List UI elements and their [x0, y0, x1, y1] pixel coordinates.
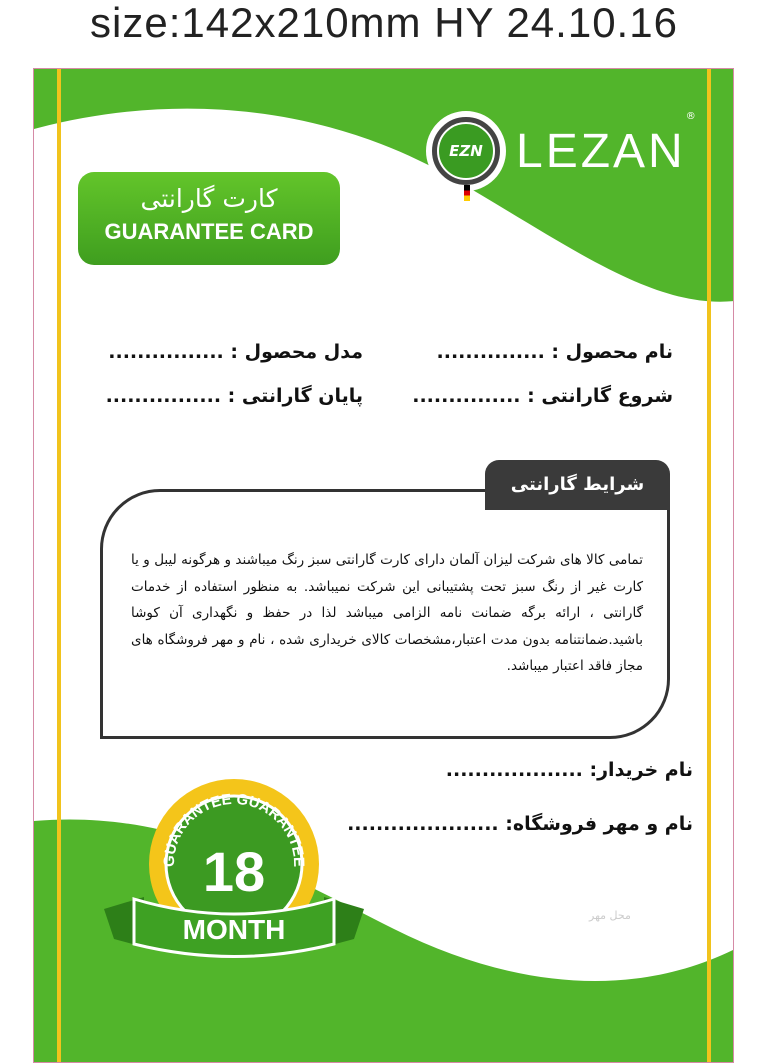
seal-ring-text: GUARANTEE GUARANTEE [160, 790, 308, 868]
registered-mark: ® [685, 111, 696, 122]
seal-unit: MONTH [182, 914, 286, 945]
terms-body: تمامی کالا های شرکت لیزان آلمان دارای کارت گارانتی سبز رنگ میباشند و هرگونه لیبل و یا کارت غیر از رنگ سبز تحت پشتیبانی این شرکت نمیباشد. به منظور استفاده از خدمات گارانتی ، ارائه برگه ضمانت نامه الزامی میباشد لذا در حفظ و نگهداری آن کوشا باشید.ضمانتنامه بدون مدت اعتبار،مشخصات کالای خریداری شده ، نام و مهر فروشگاه های مجاز فاقد اعتبار میباشد. [131, 552, 643, 674]
terms-title: شرایط گارانتی [485, 460, 670, 510]
warranty-start-field: شروع گارانتی : ............... [412, 385, 673, 407]
warranty-end-field: پایان گارانتی : ................ [105, 385, 363, 407]
product-name-field: نام محصول : ............... [436, 341, 673, 363]
guarantee-card-badge [78, 172, 340, 265]
buyer-name-field: نام خریدار: ................... [445, 759, 693, 781]
german-flag-icon [464, 185, 470, 201]
brand-name: LEZAN [516, 124, 686, 178]
store-name-field: نام و مهر فروشگاه: ..................... [347, 813, 693, 835]
size-label: size:142x210mm HY 24.10.16 [90, 0, 678, 46]
lezan-logo [426, 111, 696, 191]
badge-title-en: GUARANTEE CARD [104, 219, 314, 244]
product-model-field: مدل محصول : ................ [108, 341, 363, 363]
seal-number: 18 [202, 840, 266, 903]
badge-title-fa: کارت گارانتی [140, 184, 278, 213]
guarantee-card [33, 68, 734, 1063]
stamp-place: محل مهر [589, 909, 631, 922]
18-month-seal [104, 779, 374, 979]
right-yellow-line [707, 69, 711, 1062]
emblem-icon: EZN [426, 111, 506, 191]
terms-box [100, 474, 670, 739]
left-yellow-line [57, 69, 61, 1062]
